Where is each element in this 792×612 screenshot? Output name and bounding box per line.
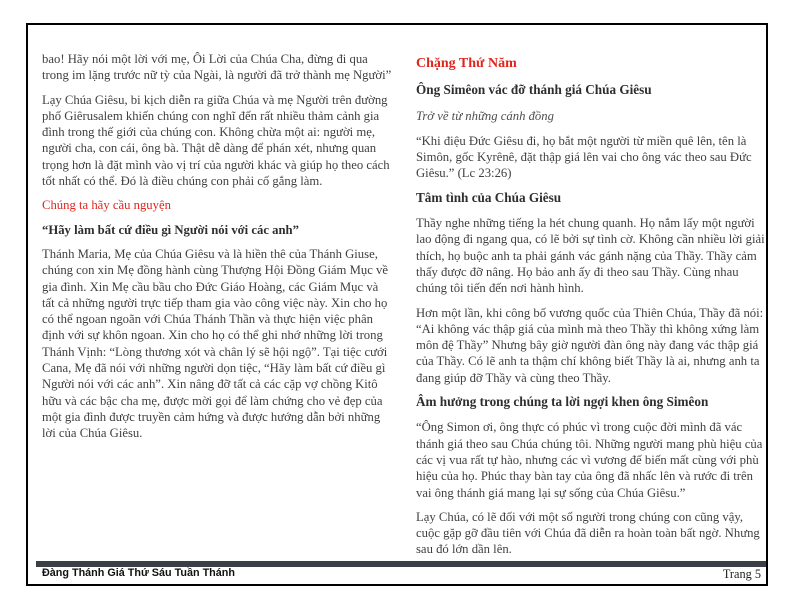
page-footer: [42, 567, 761, 583]
paragraph-continuation: bao! Hãy nói một lời với mẹ, Ôi Lời của Chúa Cha, đừng đi qua trong im lặng trước nữ tỳ của Ngài, là người đã trở thành mẹ Người”: [42, 52, 392, 83]
station-subtitle: Ông Simêon vác đỡ thánh giá Chúa Giêsu: [416, 82, 652, 98]
paragraph-reflection: Lạy Chúa Giêsu, bi kịch diễn ra giữa Chúa và mẹ Người trên đường phố Giêrusalem khiến chúng con nghĩ đến rất nhiều thảm cảnh gia đình trong thế giới của chúng con. Không chừa một ai: người mẹ, người cha, con cái, ông bà. Thật dễ dàng để phán xét, nhưng quan trọng hơn là đặt mình vào vị trí của người khác và giúp họ theo cách tốt nhất có thể. Đó là điều chúng con phải cố gắng làm.: [42, 92, 390, 189]
jesus-sentiment-heading: Tâm tình của Chúa Giêsu: [416, 189, 562, 205]
paragraph-jesus-1: Thầy nghe những tiếng la hét chung quanh. Họ nắm lấy một người lao động đi ngang qua, có lẽ bởi sự tình cờ. Không cần nhiều lời giải thích, họ buộc anh ta phải gánh vác gánh nặng của Thầy. Thầy cảm thấy được đỡ nâng. Họ bảo anh ấy đi theo sau Thầy. Cùng nhau chúng tôi tiến đến nơi hành hình.: [416, 216, 765, 296]
right-column: [416, 51, 767, 566]
section-caption: Trở về từ những cánh đồng: [416, 108, 554, 123]
document-page: [26, 23, 768, 586]
paragraph-closing: Lạy Chúa, có lẽ đối với một số người trong chúng con cũng vậy, cuộc gặp gỡ đầu tiên với Chúa đã diễn ra hoàn toàn bất ngờ. Nhưng sau đó lớn dần lên.: [416, 509, 760, 557]
paragraph-simeon: “Ông Simon ơi, ông thực có phúc vì trong cuộc đời mình đã vác thánh giá theo sau Chúa chúng tôi. Những người mang phù hiệu của các vị vua rất tự hào, nhưng các vì vương đế biến mất cùng với phù hiệu của họ. Phúc thay bàn tay của ông đã nhấc lên và rước đi trên vai ông thánh giá mang lại sự sống của Chúa Giêsu.”: [416, 420, 763, 500]
left-column: [42, 51, 392, 450]
document-title-footer: Đàng Thánh Giá Thứ Sáu Tuần Thánh: [42, 567, 235, 579]
prayer-call-heading: Chúng ta hãy cầu nguyện: [42, 198, 171, 213]
paragraph-jesus-2: Hơn một lần, khi công bố vương quốc của Thiên Chúa, Thầy đã nói: “Ai không vác thập giá của mình mà theo Thầy thì không xứng làm môn đệ Thầy” Nhưng bây giờ người đàn ông này đang vác thập giá của Thầy. Có lẽ anh ta thậm chí không biết Thầy là ai, nhưng anh ta đang giúp đỡ Thầy và cùng theo Thầy.: [416, 305, 764, 385]
scripture-quote: “Khi điệu Đức Giêsu đi, họ bắt một người từ miền quê lên, tên là Simôn, gốc Kyrênê, đặt thập giá lên vai cho ông vác theo sau Đức Giêsu.” (Lc 23:26): [416, 133, 752, 181]
paragraph-prayer: Thánh Maria, Mẹ của Chúa Giêsu và là hiền thê của Thánh Giuse, chúng con xin Mẹ đồng hành cùng Thượng Hội Đồng Giám Mục về gia đình. Xin Mẹ cầu bầu cho Đức Giáo Hoàng, các Giám Mục và tất cả những người trực tiếp tham gia vào công việc này. Xin cho họ có thể ngoan ngoãn với Chúa Thánh Thần và thực hiện việc phân định với sự khôn ngoan. Xin cho họ có thể ghi nhớ những lời trong Thánh Vịnh: “Lòng thương xót và chân lý sẽ hội ngộ”. Tại tiệc cưới Cana, Mẹ đã nói với những người dọn tiệc, “Hãy làm bất cứ điều gì Người nói với các anh”. Xin nâng đỡ tất cả các cặp vợ chồng Kitô hữu và các bậc cha mẹ, được mời gọi để làm chứng cho vẻ đẹp của một gia đình được truyền cảm hứng và được hướng dẫn bởi những lời của Chúa Giêsu.: [42, 246, 388, 441]
page-number: Trang 5: [722, 567, 761, 581]
simeon-praise-heading: Âm hưởng trong chúng ta lời ngợi khen ông Simêon: [416, 394, 709, 410]
station-title: Chặng Thứ Năm: [416, 56, 517, 71]
quote-heading: “Hãy làm bất cứ điều gì Người nói với các anh”: [42, 222, 299, 237]
